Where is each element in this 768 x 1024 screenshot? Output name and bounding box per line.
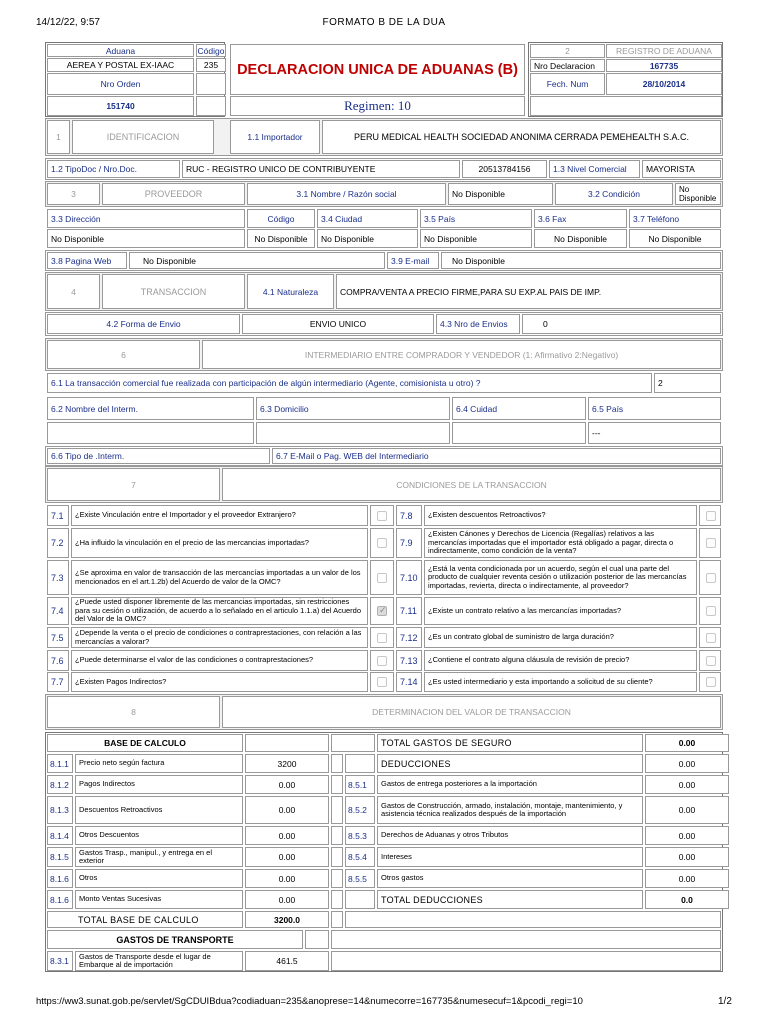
ded-code: 8.5.5 <box>345 869 375 888</box>
importador-label: 1.1 Importador <box>230 120 320 154</box>
ded-code: 8.5.2 <box>345 796 375 824</box>
tipodoc-value: RUC - REGISTRO UNICO DE CONTRIBUYENTE <box>182 160 460 178</box>
envio-value: ENVIO UNICO <box>242 314 434 334</box>
base-label: Otros Descuentos <box>75 826 243 845</box>
nrodoc-value: 20513784156 <box>462 160 547 178</box>
interm-pais-value: --- <box>588 422 721 444</box>
base-label: Otros <box>75 869 243 888</box>
nro-orden-blank-2 <box>196 96 226 116</box>
nro-orden-value: 151740 <box>47 96 194 116</box>
web-label: 3.8 Pagina Web <box>47 252 127 269</box>
condition-question: ¿Contiene el contrato alguna cláusula de revisión de precio? <box>424 650 697 671</box>
fax-value: No Disponible <box>534 229 627 248</box>
fax-label: 3.6 Fax <box>534 209 627 228</box>
condition-question: ¿Puede determinarse el valor de las condiciones o contraprestaciones? <box>71 650 368 671</box>
condition-checkbox[interactable] <box>377 511 387 521</box>
base-value: 0.00 <box>245 890 329 909</box>
condition-checkbox[interactable] <box>706 677 716 687</box>
base-header-blank <box>245 734 329 752</box>
interm-ciudad-label: 6.4 Cuidad <box>452 397 586 420</box>
interm-domicilio-value <box>256 422 450 444</box>
q61-value: 2 <box>654 373 721 393</box>
ded-value: 0.00 <box>645 775 729 794</box>
condition-checkbox[interactable] <box>706 573 716 583</box>
codigo-prov-value: No Disponible <box>247 229 315 248</box>
mid-blank <box>331 869 343 888</box>
ded-blank <box>345 890 375 909</box>
interm-pais-label: 6.5 País <box>588 397 721 420</box>
ded-value: 0.00 <box>645 847 729 867</box>
base-label: Monto Ventas Sucesivas <box>75 890 243 909</box>
interm-tipo-label: 6.6 Tipo de .Interm. <box>47 448 270 464</box>
base-code: 8.1.6 <box>47 869 73 888</box>
copy-number: 2 <box>530 44 605 58</box>
dua-title: DECLARACION UNICA DE ADUANAS (B) <box>237 61 518 78</box>
web-value: No Disponible <box>129 252 385 269</box>
aduana-value: AEREA Y POSTAL EX-IAAC <box>47 58 194 72</box>
sec8-number: 8 <box>47 696 220 728</box>
condition-code: 7.14 <box>396 672 422 692</box>
total-base-value: 3200.0 <box>245 911 329 928</box>
base-value: 0.00 <box>245 847 329 867</box>
sec4-name: TRANSACCION <box>102 274 245 309</box>
base-code: 8.1.3 <box>47 796 73 824</box>
codigo-prov-label: Código <box>247 209 315 228</box>
proveedor-condicion-value: No Disponible <box>675 183 721 205</box>
condition-question: ¿Existen Pagos Indirectos? <box>71 672 368 692</box>
condition-code: 7.3 <box>47 560 69 595</box>
condition-code: 7.4 <box>47 597 69 625</box>
ded-code: 8.5.4 <box>345 847 375 867</box>
condition-code: 7.8 <box>396 505 422 526</box>
sec1-name: IDENTIFICACION <box>72 120 214 154</box>
sec7-number: 7 <box>47 468 220 501</box>
seguro-value: 0.00 <box>645 734 729 752</box>
sec4-number: 4 <box>47 274 100 309</box>
naturaleza-label: 4.1 Naturaleza <box>247 274 334 309</box>
condition-question: ¿Es un contrato global de suministro de larga duración? <box>424 627 697 648</box>
direccion-value: No Disponible <box>47 229 245 248</box>
ded-value: 0.00 <box>645 869 729 888</box>
condition-checkbox[interactable] <box>706 538 716 548</box>
condition-checkbox[interactable] <box>706 511 716 521</box>
importador-value: PERU MEDICAL HEALTH SOCIEDAD ANONIMA CERRADA PEMEHEALTH S.A.C. <box>322 120 721 154</box>
sec6-name: INTERMEDIARIO ENTRE COMPRADOR Y VENDEDOR (1: Afirmativo 2:Negativo) <box>202 340 721 369</box>
pais-label: 3.5 País <box>420 209 532 228</box>
base-header: BASE DE CALCULO <box>47 734 243 752</box>
interm-nombre-value <box>47 422 254 444</box>
condition-code: 7.11 <box>396 597 422 625</box>
ded-code: 8.5.1 <box>345 775 375 794</box>
ciudad-label: 3.4 Ciudad <box>317 209 418 228</box>
nro-envios-value: 0 <box>522 314 721 334</box>
nro-orden-blank <box>196 73 226 95</box>
print-datetime: 14/12/22, 9:57 <box>36 17 100 28</box>
fech-num-label: Fech. Num <box>530 73 605 95</box>
base-value: 0.00 <box>245 796 329 824</box>
sec1-number: 1 <box>47 120 70 154</box>
interm-nombre-label: 6.2 Nombre del Interm. <box>47 397 254 420</box>
mid-blank <box>331 847 343 867</box>
base-code: 8.1.6 <box>47 890 73 909</box>
ded-value: 0.00 <box>645 796 729 824</box>
tipodoc-label: 1.2 TipoDoc / Nro.Doc. <box>47 160 180 178</box>
condition-question: ¿Es usted intermediario y esta importando a solicitud de su cliente? <box>424 672 697 692</box>
condition-code: 7.13 <box>396 650 422 671</box>
condition-code: 7.6 <box>47 650 69 671</box>
condition-question: ¿Ha influido la vinculación en el precio de las mercancias importadas? <box>71 528 368 558</box>
print-url: https://ww3.sunat.gob.pe/servlet/SgCDUIBdua?codiaduan=235&anoprese=14&numecorre=167735&numesecuf=1&pcodi_regi=10 <box>36 996 583 1007</box>
condition-checkbox[interactable] <box>377 633 387 643</box>
mid-blank <box>331 826 343 845</box>
transporte-header: GASTOS DE TRANSPORTE <box>47 930 303 949</box>
condition-question: ¿Existen descuentos Retroactivos? <box>424 505 697 526</box>
sec3-name: PROVEEDOR <box>102 183 245 205</box>
condition-question: ¿Se aproxima en valor de transacción de las mercancías importadas a un valor de los mencionados en el art.1.2b) del Acuerdo de valor de la OMC? <box>71 560 368 595</box>
condition-code: 7.12 <box>396 627 422 648</box>
telefono-label: 3.7 Teléfono <box>629 209 721 228</box>
aduana-label: Aduana <box>47 44 194 57</box>
transporte-header-blank <box>305 930 329 949</box>
sec8-name: DETERMINACION DEL VALOR DE TRANSACCION <box>222 696 721 728</box>
condition-checkbox[interactable] <box>706 656 716 666</box>
condition-checkbox[interactable] <box>706 606 716 616</box>
ded-code-blank <box>345 754 375 773</box>
base-code: 8.1.1 <box>47 754 73 773</box>
registro-label: REGISTRO DE ADUANA <box>606 44 722 58</box>
condition-code: 7.7 <box>47 672 69 692</box>
ded-label: Intereses <box>377 847 643 867</box>
base-code: 8.1.4 <box>47 826 73 845</box>
condition-question: ¿Depende la venta o el precio de condiciones o contraprestaciones, con relación a las mercancías a valorar? <box>71 627 368 648</box>
interm-email-label: 6.7 E-Mail o Pag. WEB del Intermediario <box>272 448 721 464</box>
condition-code: 7.9 <box>396 528 422 558</box>
base-label: Gastos Trasp., manipul., y entrega en el exterior <box>75 847 243 867</box>
ded-label: Gastos de entrega posteriores a la importación <box>377 775 643 794</box>
direccion-label: 3.3 Dirección <box>47 209 245 228</box>
q61-text: 6.1 La transacción comercial fue realizada con participación de algún intermediario (Agente, comisionista u otro) ? <box>47 373 652 393</box>
condition-question: ¿Existe un contrato relativo a las mercancías importadas? <box>424 597 697 625</box>
regimen-value: Regimen: 10 <box>344 98 411 113</box>
condition-checkbox[interactable] <box>706 633 716 643</box>
sec3-number: 3 <box>47 183 100 205</box>
interm-ciudad-value <box>452 422 586 444</box>
deducciones-header: DEDUCCIONES <box>377 754 643 773</box>
seguro-label: TOTAL GASTOS DE SEGURO <box>377 734 643 752</box>
base-value: 0.00 <box>245 869 329 888</box>
interm-domicilio-label: 6.3 Domicilio <box>256 397 450 420</box>
proveedor-condicion-label: 3.2 Condición <box>555 183 673 205</box>
ded-label: Gastos de Construcción, armado, instalación, montaje, mantenimiento, y asistencia técnica realizados después de la importación <box>377 796 643 824</box>
codigo-label: Código <box>197 46 225 56</box>
ciudad-value: No Disponible <box>317 229 418 248</box>
ded-value: 0.00 <box>645 826 729 845</box>
base-label: Precio neto según factura <box>75 754 243 773</box>
mid-blank <box>331 775 343 794</box>
dua-title-box <box>230 44 525 95</box>
condition-checkbox[interactable] <box>377 606 387 616</box>
condition-code: 7.10 <box>396 560 422 595</box>
nro-envios-label: 4.3 Nro de Envios <box>436 314 520 334</box>
base-value: 0.00 <box>245 775 329 794</box>
envio-label: 4.2 Forma de Envio <box>47 314 240 334</box>
condition-code: 7.1 <box>47 505 69 526</box>
transporte-label: Gastos de Transporte desde el lugar de Embarque al de importación <box>75 951 243 971</box>
transporte-value: 461.5 <box>245 951 329 971</box>
mid-blank <box>331 796 343 824</box>
base-code: 8.1.5 <box>47 847 73 867</box>
mid-blank <box>331 890 343 909</box>
base-label: Descuentos Retroactivos <box>75 796 243 824</box>
right-blank <box>345 911 721 928</box>
nivel-label: 1.3 Nivel Comercial <box>549 160 640 178</box>
print-page: 1/2 <box>718 996 732 1007</box>
condition-question: ¿Puede usted disponer libremente de las mercancias importadas, sin restricciones para su cesión o utilización, de acuerdo a lo señalado en el articulo 1.1.a) del Acuerdo del Valor de la OMC? <box>71 597 368 625</box>
telefono-value: No Disponible <box>629 229 721 248</box>
naturaleza-value: COMPRA/VENTA A PRECIO FIRME,PARA SU EXP.AL PAIS DE IMP. <box>336 274 721 309</box>
mid-blank <box>331 911 343 928</box>
total-deducciones-label: TOTAL DEDUCCIONES <box>377 890 643 909</box>
condition-checkbox[interactable] <box>377 677 387 687</box>
ded-label: Derechos de Aduanas y otros Tributos <box>377 826 643 845</box>
condition-checkbox[interactable] <box>377 656 387 666</box>
mid-blank <box>331 754 343 773</box>
condition-question: ¿Existe Vinculación entre el Importador y el proveedor Extranjero? <box>71 505 368 526</box>
transporte-code: 8.3.1 <box>47 951 73 971</box>
condition-question: ¿Está la venta condicionada por un acuerdo, según el cual una parte del producto de cualquier reventa cesión o utilización posterior de las mercancías importadas, revierta, directa o indirectamente, al proveedor? <box>424 560 697 595</box>
pais-value: No Disponible <box>420 229 532 248</box>
base-value: 3200 <box>245 754 329 773</box>
base-value: 0.00 <box>245 826 329 845</box>
condition-checkbox[interactable] <box>377 538 387 548</box>
condition-question: ¿Existen Cánones y Derechos de Licencia (Regalías) relativos a las mercancías importadas que el importador está obligado a pagar, directa o indirectamente, como condición de la venta? <box>424 528 697 558</box>
proveedor-nombre-value: No Disponible <box>448 183 553 205</box>
total-base-label: TOTAL BASE DE CALCULO <box>47 911 243 928</box>
nro-declaracion-label: Nro Declaracion <box>530 59 605 72</box>
sec7-name: CONDICIONES DE LA TRANSACCION <box>222 468 721 501</box>
right-blank <box>331 930 721 949</box>
ded-code: 8.5.3 <box>345 826 375 845</box>
nro-orden-label: Nro Orden <box>47 73 194 95</box>
fech-num-value: 28/10/2014 <box>606 73 722 95</box>
email-label: 3.9 E-mail <box>387 252 439 269</box>
proveedor-nombre-label: 3.1 Nombre / Razón social <box>247 183 446 205</box>
condition-code: 7.2 <box>47 528 69 558</box>
ded-label: Otros gastos <box>377 869 643 888</box>
nivel-value: MAYORISTA <box>642 160 721 178</box>
sec6-number: 6 <box>47 340 200 369</box>
nro-declaracion-value: 167735 <box>606 59 722 72</box>
total-deducciones-value: 0.0 <box>645 890 729 909</box>
email-value: No Disponible <box>441 252 721 269</box>
print-doc-title: FORMATO B DE LA DUA <box>322 17 446 28</box>
codigo-value: 235 <box>196 58 226 72</box>
ded-value-0: 0.00 <box>645 754 729 773</box>
base-code: 8.1.2 <box>47 775 73 794</box>
condition-code: 7.5 <box>47 627 69 648</box>
mid-header-blank <box>331 734 375 752</box>
right-blank <box>331 951 721 971</box>
condition-checkbox[interactable] <box>377 573 387 583</box>
regimen-box <box>230 96 525 116</box>
base-label: Pagos Indirectos <box>75 775 243 794</box>
registro-blank <box>530 96 722 116</box>
